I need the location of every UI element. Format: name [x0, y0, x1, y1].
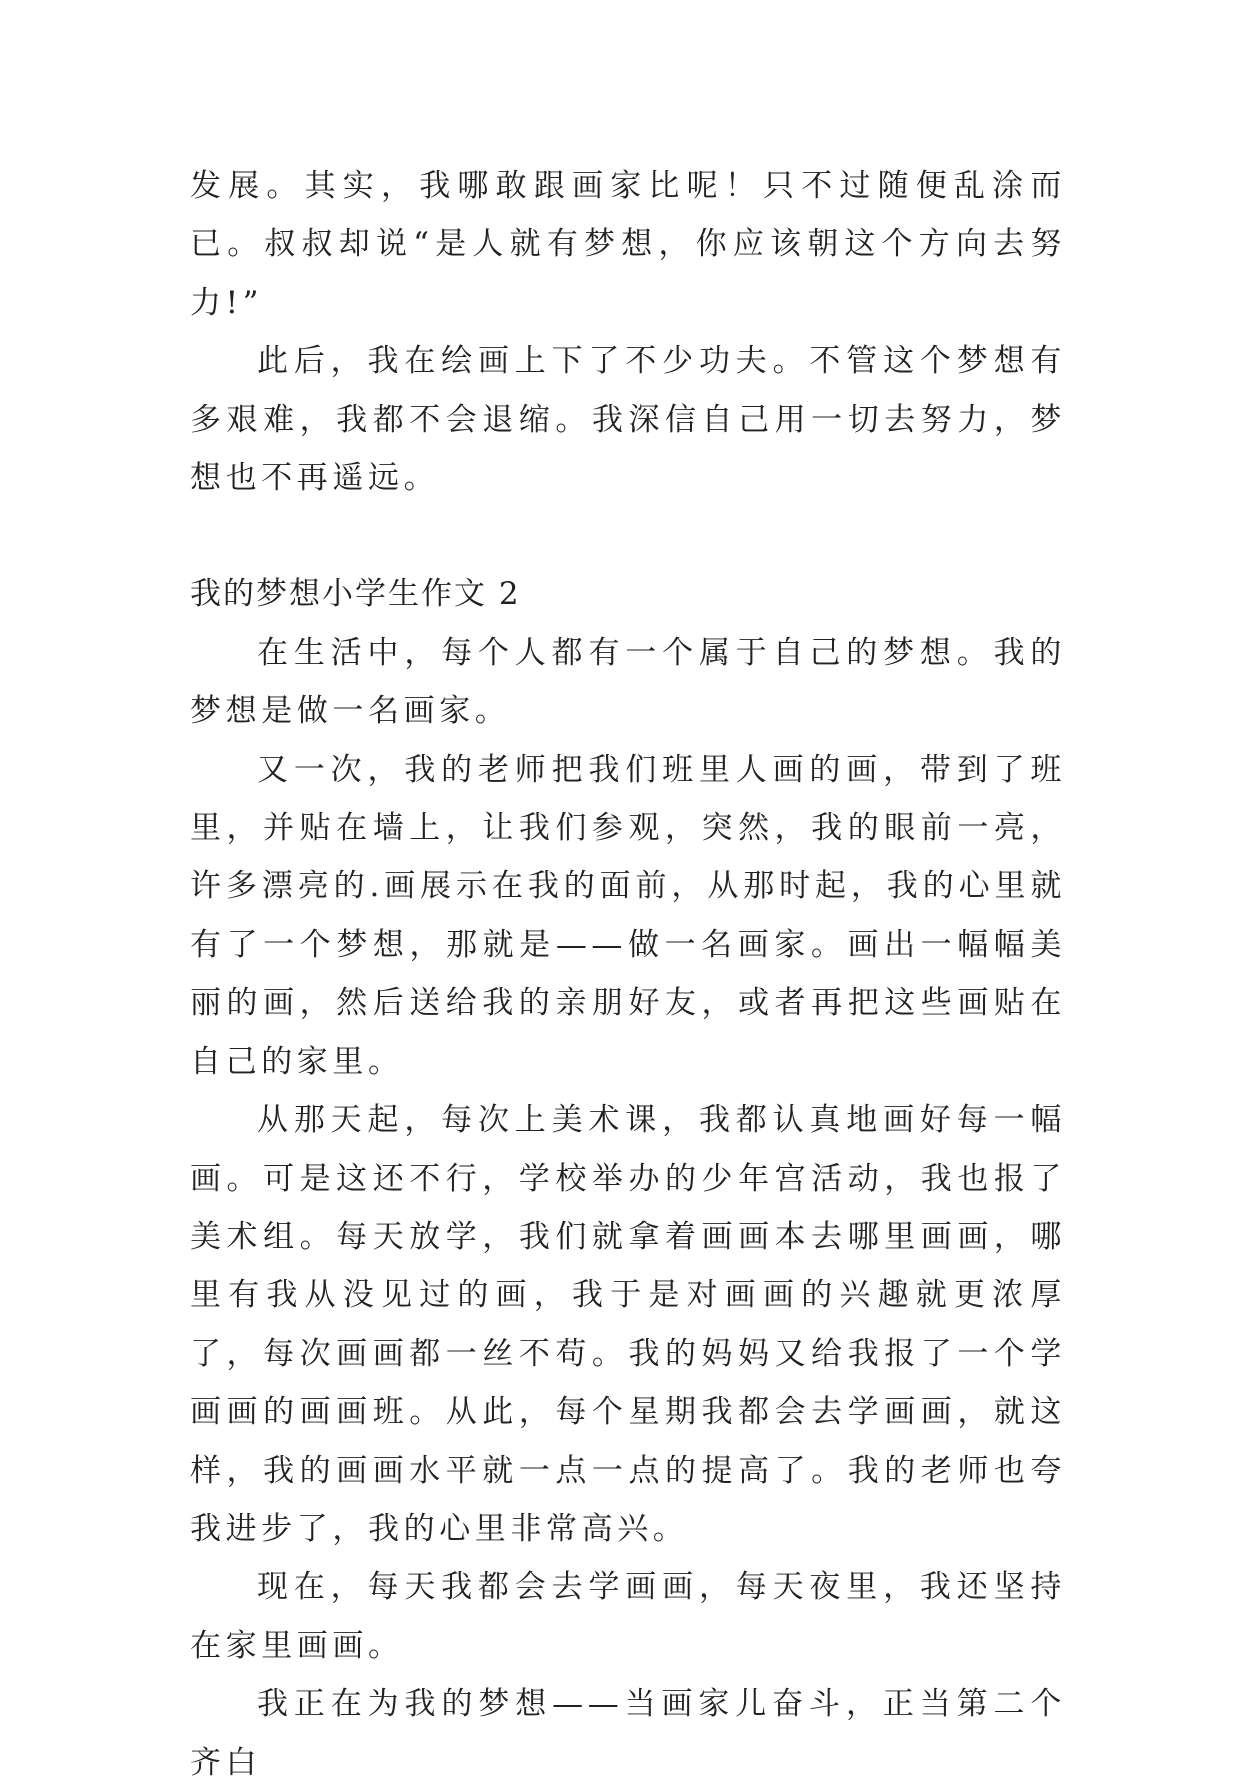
section-title: 我的梦想小学生作文 2 [190, 576, 521, 613]
document-page [190, 157, 1066, 1792]
body-paragraph: 在生活中，每个人都有一个属于自己的梦想。我的梦想是做一名画家。 [190, 634, 1066, 730]
body-paragraph: 现在，每天我都会去学画画，每天夜里，我还坚持在家里画画。 [190, 1569, 1066, 1664]
section-gap [190, 507, 1066, 565]
body-paragraph: 又一次，我的老师把我们班里人画的画，带到了班里，并贴在墙上，让我们参观，突然，我的眼前一亮，许多漂亮的.画展示在我的面前，从那时起，我的心里就有了一个梦想，那就是——做一名画家。画出一幅幅美丽的画，然后送给我的亲朋好友，或者再把这些画贴在自己的家里。 [190, 751, 1066, 1080]
body-paragraph: 从那天起，每次上美术课，我都认真地画好每一幅画。可是这还不行，学校举办的少年宫活动，我也报了美术组。每天放学，我们就拿着画画本去哪里画画，哪里有我从没见过的画，我于是对画画的兴趣就更浓厚了，每次画画都一丝不苟。我的妈妈又给我报了一个学画画的画画班。从此，每个星期我都会去学画画，就这样，我的画画水平就一点一点的提高了。我的老师也夸我进步了，我的心里非常高兴。 [190, 1102, 1066, 1547]
continuation-paragraph: 发展。其实，我哪敢跟画家比呢！只不过随便乱涂而已。叔叔却说“是人就有梦想，你应该朝这个方向去努力!” [190, 168, 1066, 321]
body-paragraph: 我正在为我的梦想——当画家儿奋斗，正当第二个齐白 [190, 1686, 1066, 1781]
paragraph-after: 此后，我在绘画上下了不少功夫。不管这个梦想有多艰难，我都不会退缩。我深信自己用一切去努力，梦想也不再遥远。 [190, 343, 1066, 497]
